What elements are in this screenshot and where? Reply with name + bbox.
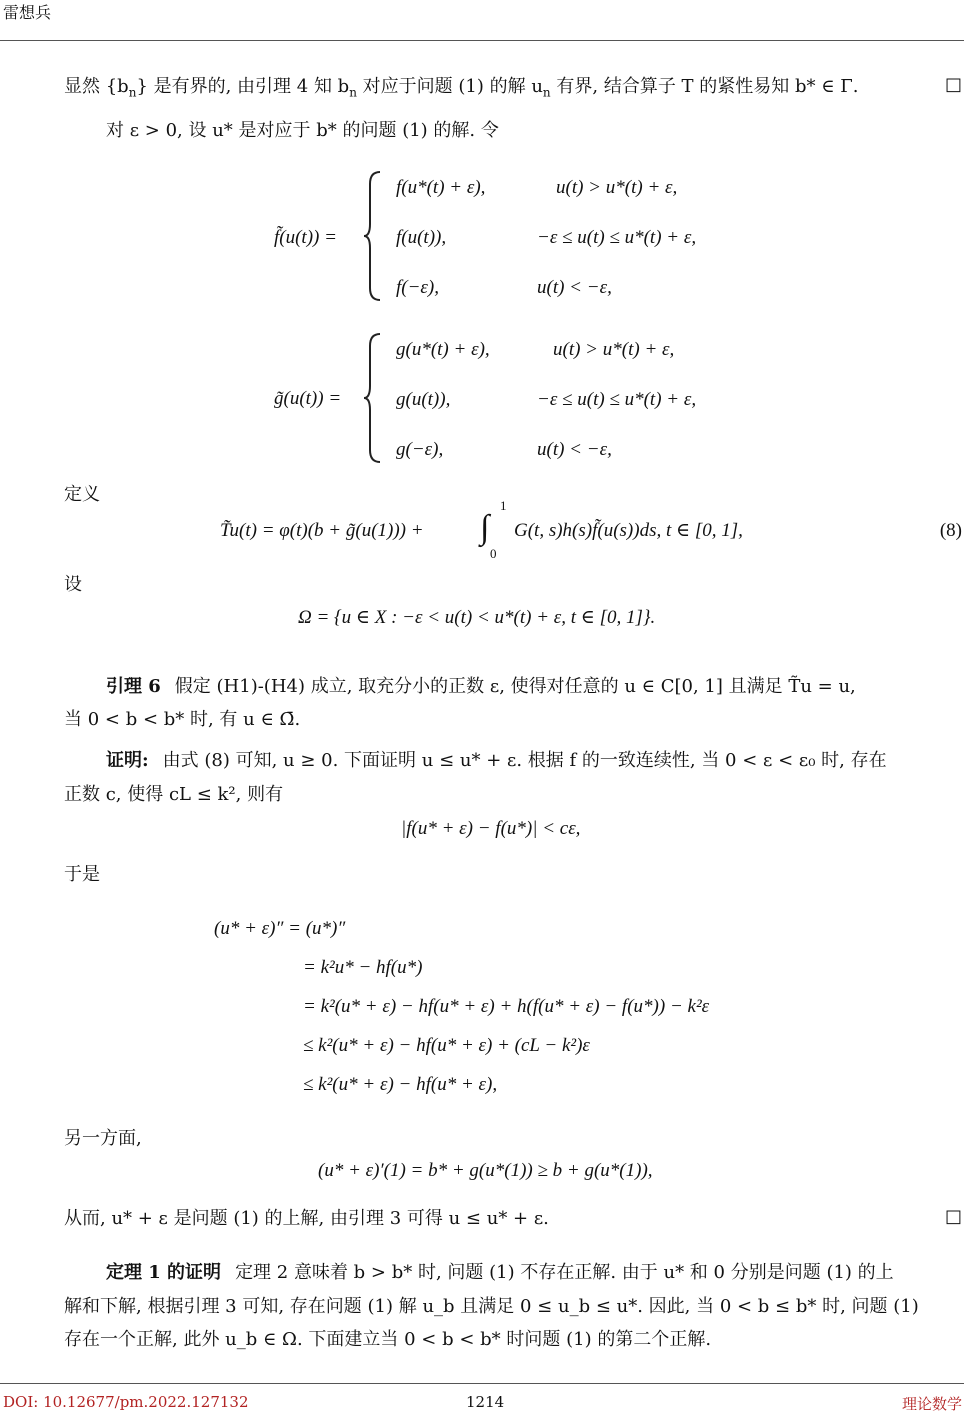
then-label: 于是: [64, 864, 100, 885]
equation-8-right: G(t, s)h(s)f̃(u(s))ds, t ∈ [0, 1],: [514, 520, 743, 541]
footer-doi[interactable]: DOI: 10.12677/pm.2022.127132: [3, 1393, 249, 1411]
page-number: 1214: [466, 1393, 505, 1411]
set-label: 设: [64, 574, 82, 595]
proof-conclusion: 从而, u* + ε 是问题 (1) 的上解, 由引理 3 可得 u ≤ u* + ε.: [64, 1208, 549, 1229]
uniform-continuity-inequality: |f(u* + ε) − f(u*)| < cε,: [401, 818, 581, 839]
g-tilde-lhs: g̃(u(t)) =: [274, 388, 342, 409]
g-case-2-value: g(u(t)),: [396, 389, 451, 410]
subscript: n: [542, 85, 551, 100]
g-case-3-value: g(−ε),: [396, 439, 444, 460]
g-case-1-value: g(u*(t) + ε),: [396, 339, 490, 360]
f-case-3-value: f(−ε),: [396, 277, 439, 298]
proof-line-2: 正数 c, 使得 cL ≤ k², 则有: [64, 784, 284, 805]
f-case-1-condition: u(t) > u*(t) + ε,: [556, 177, 678, 198]
lemma-6-title: 引理 6: [106, 676, 161, 697]
footer-journal[interactable]: 理论数学: [901, 1395, 962, 1413]
lemma-6-line-1: [106, 670, 856, 703]
text: } 是有界的, 由引理 4 知 b: [136, 76, 350, 97]
proof-text: 由式 (8) 可知, u ≥ 0. 下面证明 u ≤ u* + ε. 根据 f 的一致连续性, 当 0 < ε < ε₀ 时, 存在: [162, 750, 887, 771]
subscript: n: [128, 85, 137, 100]
proof-title: 证明:: [106, 750, 149, 771]
f-case-3-condition: u(t) < −ε,: [537, 277, 612, 298]
integral-lower-limit: 0: [490, 546, 497, 561]
theorem-1-line-2: 解和下解, 根据引理 3 可知, 存在问题 (1) 解 u_b 且满足 0 ≤ u_b ≤ u*. 因此, 当 0 < b ≤ b* 时, 问题 (1): [64, 1296, 919, 1317]
left-brace-icon: [362, 170, 384, 302]
qed-symbol: □: [944, 1206, 962, 1227]
text: 显然 {b: [64, 76, 129, 97]
chain-step-2: = k²(u* + ε) − hf(u* + ε) + h(f(u* + ε) − f(u*)) − k²ε: [303, 996, 710, 1017]
theorem-1-line-1: [106, 1256, 894, 1289]
f-case-1-value: f(u*(t) + ε),: [396, 177, 486, 198]
define-label: 定义: [64, 484, 100, 505]
chain-lhs: (u* + ε)″ = (u*)″: [214, 918, 346, 939]
integral-sign: ∫: [480, 509, 490, 546]
footer-divider: [0, 1383, 964, 1384]
theorem-1-line-3: 存在一个正解, 此外 u_b ∈ Ω. 下面建立当 0 < b < b* 时问题 (1) 的第二个正解.: [64, 1329, 712, 1350]
chain-step-1: = k²u* − hf(u*): [303, 957, 423, 978]
f-case-2-condition: −ε ≤ u(t) ≤ u*(t) + ε,: [537, 227, 697, 248]
g-case-2-condition: −ε ≤ u(t) ≤ u*(t) + ε,: [537, 389, 697, 410]
header-author: 雷想兵: [3, 3, 52, 22]
equation-number: (8): [939, 520, 962, 541]
lemma-6-text: 假定 (H1)-(H4) 成立, 取充分小的正数 ε, 使得对任意的 u ∈ C[0, 1] 且满足 T̃u = u,: [174, 676, 856, 697]
theorem-1-text: 定理 2 意味着 b > b* 时, 问题 (1) 不存在正解. 由于 u* 和 0 分别是问题 (1) 的上: [235, 1262, 894, 1283]
qed-symbol: □: [944, 74, 962, 95]
omega-definition: Ω = {u ∈ X : −ε < u(t) < u*(t) + ε, t ∈ [0, 1]}.: [298, 607, 656, 628]
subscript: n: [349, 85, 357, 100]
f-tilde-lhs: f̃(u(t)) =: [274, 227, 337, 248]
header-divider: [0, 40, 964, 41]
theorem-1-title: 定理 1 的证明: [106, 1262, 222, 1283]
paragraph-let: 对 ε > 0, 设 u* 是对应于 b* 的问题 (1) 的解. 令: [106, 120, 499, 141]
g-case-1-condition: u(t) > u*(t) + ε,: [553, 339, 675, 360]
integral-upper-limit: 1: [500, 498, 507, 513]
paragraph-bounded: [64, 70, 859, 110]
lemma-6-line-2: 当 0 < b < b* 时, 有 u ∈ Ω̄.: [64, 709, 301, 730]
chain-step-3: ≤ k²(u* + ε) − hf(u* + ε) + (cL − k²)ε: [303, 1035, 590, 1056]
other-hand-label: 另一方面,: [64, 1128, 142, 1149]
proof-line-1: [106, 744, 887, 777]
g-case-3-condition: u(t) < −ε,: [537, 439, 612, 460]
equation-8-left: T̃u(t) = φ(t)(b + g̃(u(1))) +: [220, 520, 424, 541]
boundary-condition: (u* + ε)′(1) = b* + g(u*(1)) ≥ b + g(u*(1)),: [318, 1160, 653, 1181]
f-case-2-value: f(u(t)),: [396, 227, 447, 248]
chain-step-4: ≤ k²(u* + ε) − hf(u* + ε),: [303, 1074, 498, 1095]
text: 对应于问题 (1) 的解 u: [356, 76, 543, 97]
text: 有界, 结合算子 T 的紧性易知 b* ∈ Γ.: [550, 76, 859, 97]
left-brace-icon: [362, 332, 384, 464]
